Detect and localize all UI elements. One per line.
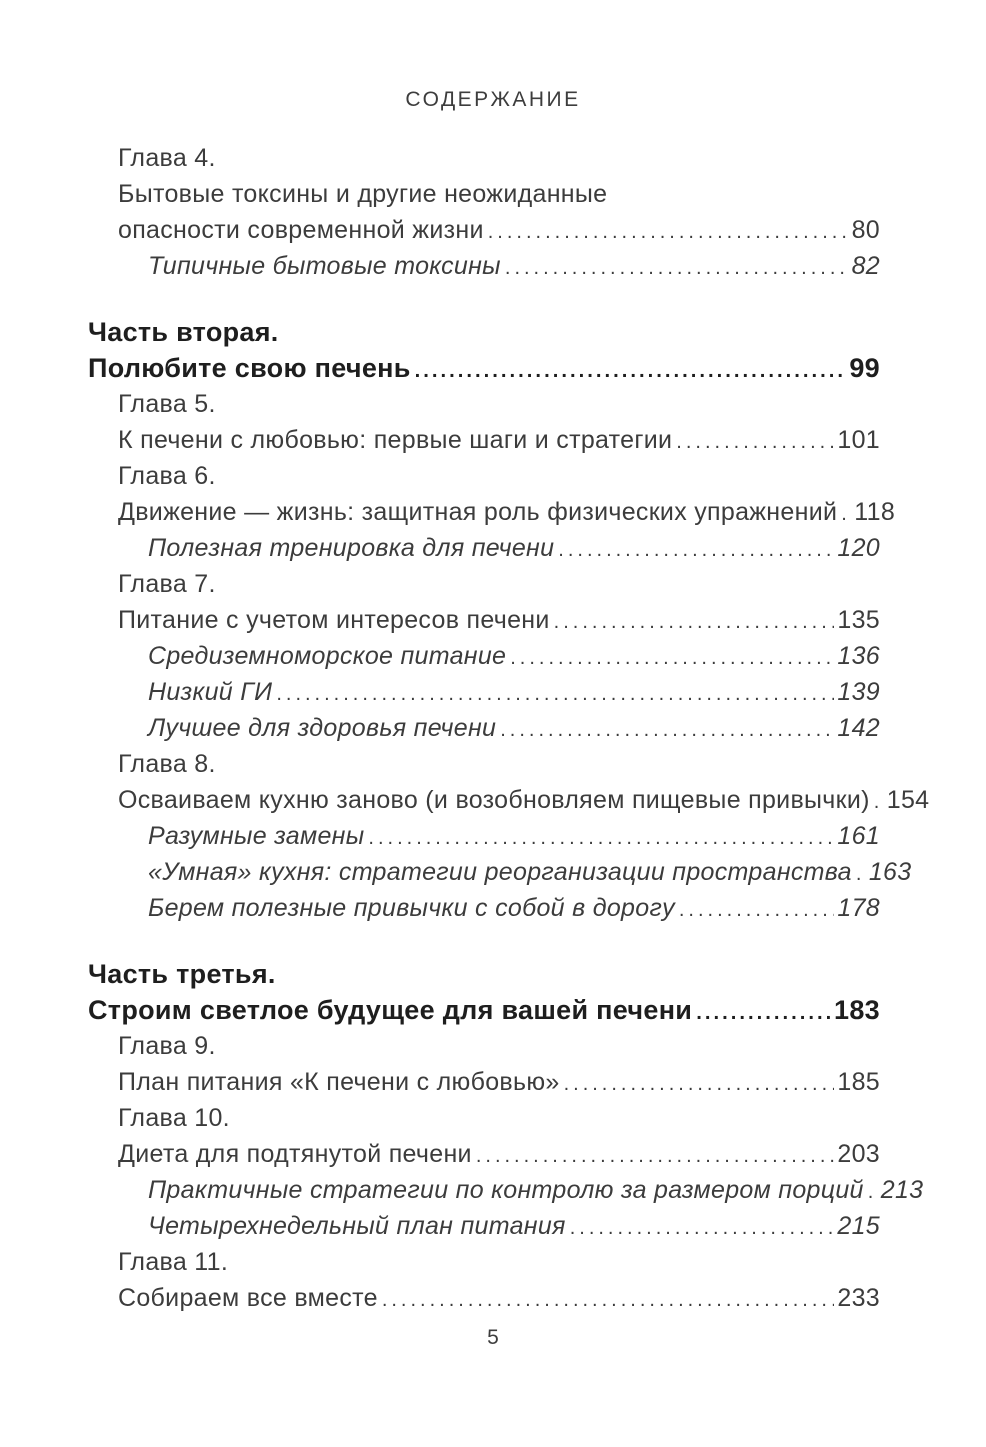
dot-leader [276,674,834,712]
toc-entry [118,140,880,176]
toc-entry-text: «Умная» кухня: стратегии реорганизации пространства [148,858,852,886]
toc-entry-text: Полюбите свою печень [88,353,411,383]
toc-entry [148,530,880,566]
dot-leader [856,854,866,892]
toc-entry-page: 136 [837,642,880,670]
toc-entry-text: План питания «К печени с любовью» [118,1068,560,1096]
dot-leader [500,710,834,748]
toc-entry [148,818,880,854]
toc-entry-text: Глава 8. [118,750,216,778]
toc-entry-text: К печени с любовью: первые шаги и стратегии [118,426,673,454]
dot-leader [564,1064,835,1102]
toc-entry-text: Часть вторая. [88,317,279,347]
toc-list [88,140,930,1316]
toc-entry-page: 101 [837,426,880,454]
toc-entry-text: Глава 4. [118,144,216,172]
toc-entry-text: Типичные бытовые токсины [148,252,501,280]
dot-leader [488,212,849,250]
toc-entry [148,248,880,284]
toc-entry [118,566,880,602]
dot-leader [676,422,834,460]
toc-entry [88,314,880,350]
dot-leader [570,1208,835,1246]
toc-entry [88,992,880,1028]
dot-leader [415,350,847,389]
toc-entry-text: Бытовые токсины и другие неожиданные [118,180,608,208]
toc-entry-text: Осваиваем кухню заново (и возобновляем пищевые привычки) [118,786,870,814]
toc-entry-page: 154 [886,786,930,814]
toc-entry-page: 178 [837,894,880,922]
toc-entry-text: Часть третья. [88,959,276,989]
toc-entry-text: Глава 7. [118,570,216,598]
toc-entry-text: Строим светлое будущее для вашей печени [88,995,693,1025]
toc-entry [118,1064,880,1100]
dot-leader [868,1172,878,1210]
toc-entry [118,1028,880,1064]
toc-entry [148,710,880,746]
toc-entry [118,458,880,494]
toc-entry-text: Глава 11. [118,1248,229,1276]
toc-entry-text: Глава 9. [118,1032,216,1060]
toc-entry [118,176,880,212]
dot-leader [679,890,835,928]
page-title: СОДЕРЖАНИЕ [405,88,581,111]
toc-entry [148,854,912,890]
toc-entry [118,602,880,638]
toc-entry-text: Диета для подтянутой печени [118,1140,472,1168]
toc-entry-page: 183 [834,995,880,1025]
toc-entry-text: Низкий ГИ [148,678,273,706]
toc-entry-page: 135 [837,606,880,634]
toc-entry-page: 82 [851,252,880,280]
toc-entry [118,1136,880,1172]
toc-entry [118,494,896,530]
dot-leader [368,818,834,856]
dot-leader [505,248,849,286]
toc-entry-page: 139 [837,678,880,706]
dot-leader [841,494,851,532]
toc-entry-text: Лучшее для здоровья печени [148,714,497,742]
toc-entry-page: 118 [854,498,896,526]
dot-leader [476,1136,835,1174]
toc-entry [118,746,880,782]
dot-leader [558,530,834,568]
dot-leader [874,782,884,820]
toc-entry-text: Разумные замены [148,822,365,850]
toc-entry [148,638,880,674]
toc-entry [118,1280,880,1316]
toc-entry-page: 185 [837,1068,880,1096]
toc-entry-text: Полезная тренировка для печени [148,534,555,562]
dot-leader [696,992,831,1031]
toc-entry-page: 142 [837,714,880,742]
toc-entry [118,422,880,458]
toc-entry-page: 161 [837,822,880,850]
toc-entry-text: Собираем все вместе [118,1284,378,1312]
toc-entry-text: Движение — жизнь: защитная роль физических упражнений [118,498,838,526]
toc-entry-page: 99 [849,353,880,383]
toc-entry [148,890,880,926]
toc-entry-text: Глава 10. [118,1104,230,1132]
toc-entry-text: Берем полезные привычки с собой в дорогу [148,894,675,922]
toc-entry-text: Четырехнедельный план питания [148,1212,566,1240]
toc-entry [118,1244,880,1280]
toc-entry-page: 120 [837,534,880,562]
toc-entry-text: Глава 5. [118,390,216,418]
toc-entry [148,1208,880,1244]
toc-entry-text: Глава 6. [118,462,216,490]
toc-entry [148,674,880,710]
toc-entry [118,212,880,248]
toc-entry [148,1172,924,1208]
toc-entry-text: Средиземноморское питание [148,642,507,670]
dot-leader [554,602,835,640]
toc-entry-page: 163 [868,858,912,886]
page-number: 5 [487,1326,499,1349]
toc-entry-text: Питание с учетом интересов печени [118,606,550,634]
toc-entry-page: 203 [837,1140,880,1168]
toc-entry-text: опасности современной жизни [118,216,484,244]
toc-entry [88,956,880,992]
toc-entry-page: 215 [837,1212,880,1240]
toc-entry [118,782,930,818]
toc-entry-text: Практичные стратегии по контролю за размером порций [148,1176,864,1204]
dot-leader [510,638,834,676]
toc-entry [118,1100,880,1136]
toc-entry [88,350,880,386]
toc-entry-page: 233 [837,1284,880,1312]
toc-entry-page: 80 [851,216,880,244]
dot-leader [382,1280,835,1318]
toc-entry [118,386,880,422]
toc-entry-page: 213 [880,1176,924,1204]
